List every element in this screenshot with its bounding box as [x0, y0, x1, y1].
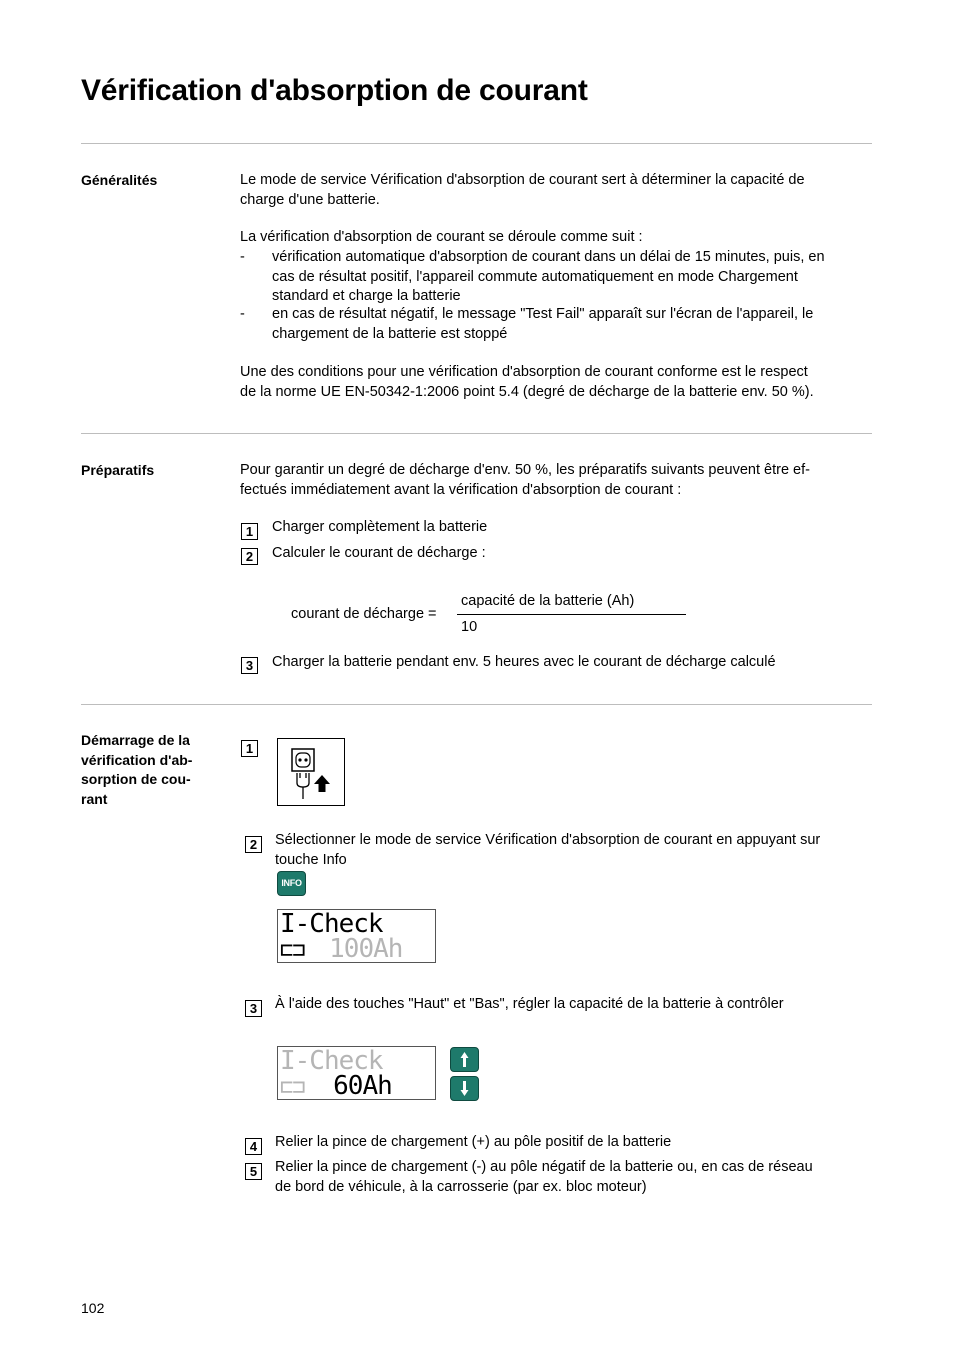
- dash: -: [240, 249, 245, 265]
- text-line: Relier la pince de chargement (-) au pôle négatif de la batterie ou, en cas de réseau: [275, 1159, 813, 1175]
- formula-label: courant de décharge =: [291, 606, 437, 622]
- step-text: Charger la batterie pendant env. 5 heures avec le courant de décharge calculé: [272, 654, 776, 670]
- text-line: rant: [81, 790, 108, 807]
- text-line: de bord de véhicule, à la carrosserie (par ex. bloc moteur): [275, 1178, 647, 1195]
- text-line: Démarrage de la: [81, 732, 190, 748]
- generalites-paragraph-1: [240, 171, 880, 210]
- text-line: vérification automatique d'absorption de courant dans un délai de 15 minutes, puis, en: [272, 249, 825, 265]
- lcd-line-1: I-Check: [280, 1046, 383, 1076]
- step-number-2: 2: [241, 548, 258, 565]
- text-line: fectués immédiatement avant la vérification d'absorption de courant :: [240, 481, 682, 498]
- formula-denominator: 10: [461, 619, 478, 635]
- section-heading-demarrage: [81, 731, 192, 809]
- dash: -: [240, 306, 245, 322]
- lcd-display-100ah: [277, 909, 436, 963]
- bullet-item: [240, 248, 880, 307]
- lcd-value: 100Ah: [329, 934, 403, 964]
- formula-numerator: capacité de la batterie (Ah): [461, 593, 635, 609]
- plug-arrow-icon: [278, 739, 344, 805]
- text-line: vérification d'ab-: [81, 751, 193, 768]
- divider: [81, 143, 872, 144]
- text-line: chargement de la batterie est stoppé: [272, 325, 508, 342]
- step-text: [275, 831, 875, 870]
- text-line: Sélectionner le mode de service Vérification d'absorption de courant en appuyant sur: [275, 832, 821, 848]
- lcd-line-2: [280, 1073, 392, 1101]
- step-number-1: 1: [241, 523, 258, 540]
- page-title: Vérification d'absorption de courant: [81, 74, 588, 107]
- preparatifs-paragraph: [240, 461, 880, 500]
- lcd-value: 60Ah: [333, 1071, 392, 1101]
- up-button[interactable]: [450, 1047, 479, 1072]
- text-line: touche Info: [275, 851, 347, 868]
- arrow-down-icon: [451, 1077, 478, 1100]
- generalites-paragraph-3: [240, 363, 880, 402]
- step-text: À l'aide des touches "Haut" et "Bas", régler la capacité de la batterie à contrôler: [275, 996, 784, 1012]
- page-number: 102: [81, 1300, 105, 1316]
- step-number-5: 5: [245, 1163, 262, 1180]
- generalites-paragraph-2: La vérification d'absorption de courant se déroule comme suit :: [240, 229, 643, 245]
- text-line: charge d'une batterie.: [240, 191, 380, 208]
- text-line: en cas de résultat négatif, le message "Test Fail" apparaît sur l'écran de l'appareil, le: [272, 306, 814, 322]
- lcd-line-2: [280, 936, 402, 964]
- text-line: standard et charge la batterie: [272, 288, 461, 304]
- step-text: Relier la pince de chargement (+) au pôle positif de la batterie: [275, 1134, 672, 1150]
- info-button[interactable]: INFO: [277, 871, 306, 896]
- step-number-1: 1: [241, 740, 258, 757]
- lcd-line-1: I-Check: [280, 909, 383, 939]
- step-text: [275, 1158, 875, 1197]
- step-text: Calculer le courant de décharge :: [272, 545, 486, 561]
- text-line: Une des conditions pour une vérification d'absorption de courant conforme est le respect: [240, 364, 808, 380]
- lcd-display-60ah: [277, 1046, 436, 1100]
- divider: [81, 704, 872, 705]
- bullet-text: [272, 305, 872, 344]
- step-number-3: 3: [241, 657, 258, 674]
- text-line: sorption de cou-: [81, 771, 191, 787]
- text-line: Pour garantir un degré de décharge d'env. 50 %, les préparatifs suivants peuvent être ef-: [240, 462, 810, 478]
- step-text: Charger complètement la batterie: [272, 519, 488, 535]
- text-line: Le mode de service Vérification d'absorption de courant sert à déterminer la capacité de: [240, 172, 805, 188]
- down-button[interactable]: [450, 1076, 479, 1101]
- mains-plug-icon: [277, 738, 345, 806]
- text-line: de la norme UE EN-50342-1:2006 point 5.4 (degré de décharge de la batterie env. 50 %).: [240, 383, 814, 400]
- battery-icon: ⊏⊐: [280, 1075, 305, 1100]
- battery-icon: ⊏⊐: [280, 938, 305, 963]
- fraction-bar: [457, 614, 686, 615]
- step-number-4: 4: [245, 1138, 262, 1155]
- arrow-up-icon: [451, 1048, 478, 1071]
- step-number-2: 2: [245, 836, 262, 853]
- step-number-3: 3: [245, 1000, 262, 1017]
- text-line: cas de résultat positif, l'appareil commute automatiquement en mode Chargement: [272, 268, 798, 285]
- divider: [81, 433, 872, 434]
- section-heading-generalites: Généralités: [81, 172, 158, 188]
- bullet-item: [240, 305, 880, 344]
- section-heading-preparatifs: Préparatifs: [81, 462, 155, 478]
- bullet-text: [272, 248, 872, 307]
